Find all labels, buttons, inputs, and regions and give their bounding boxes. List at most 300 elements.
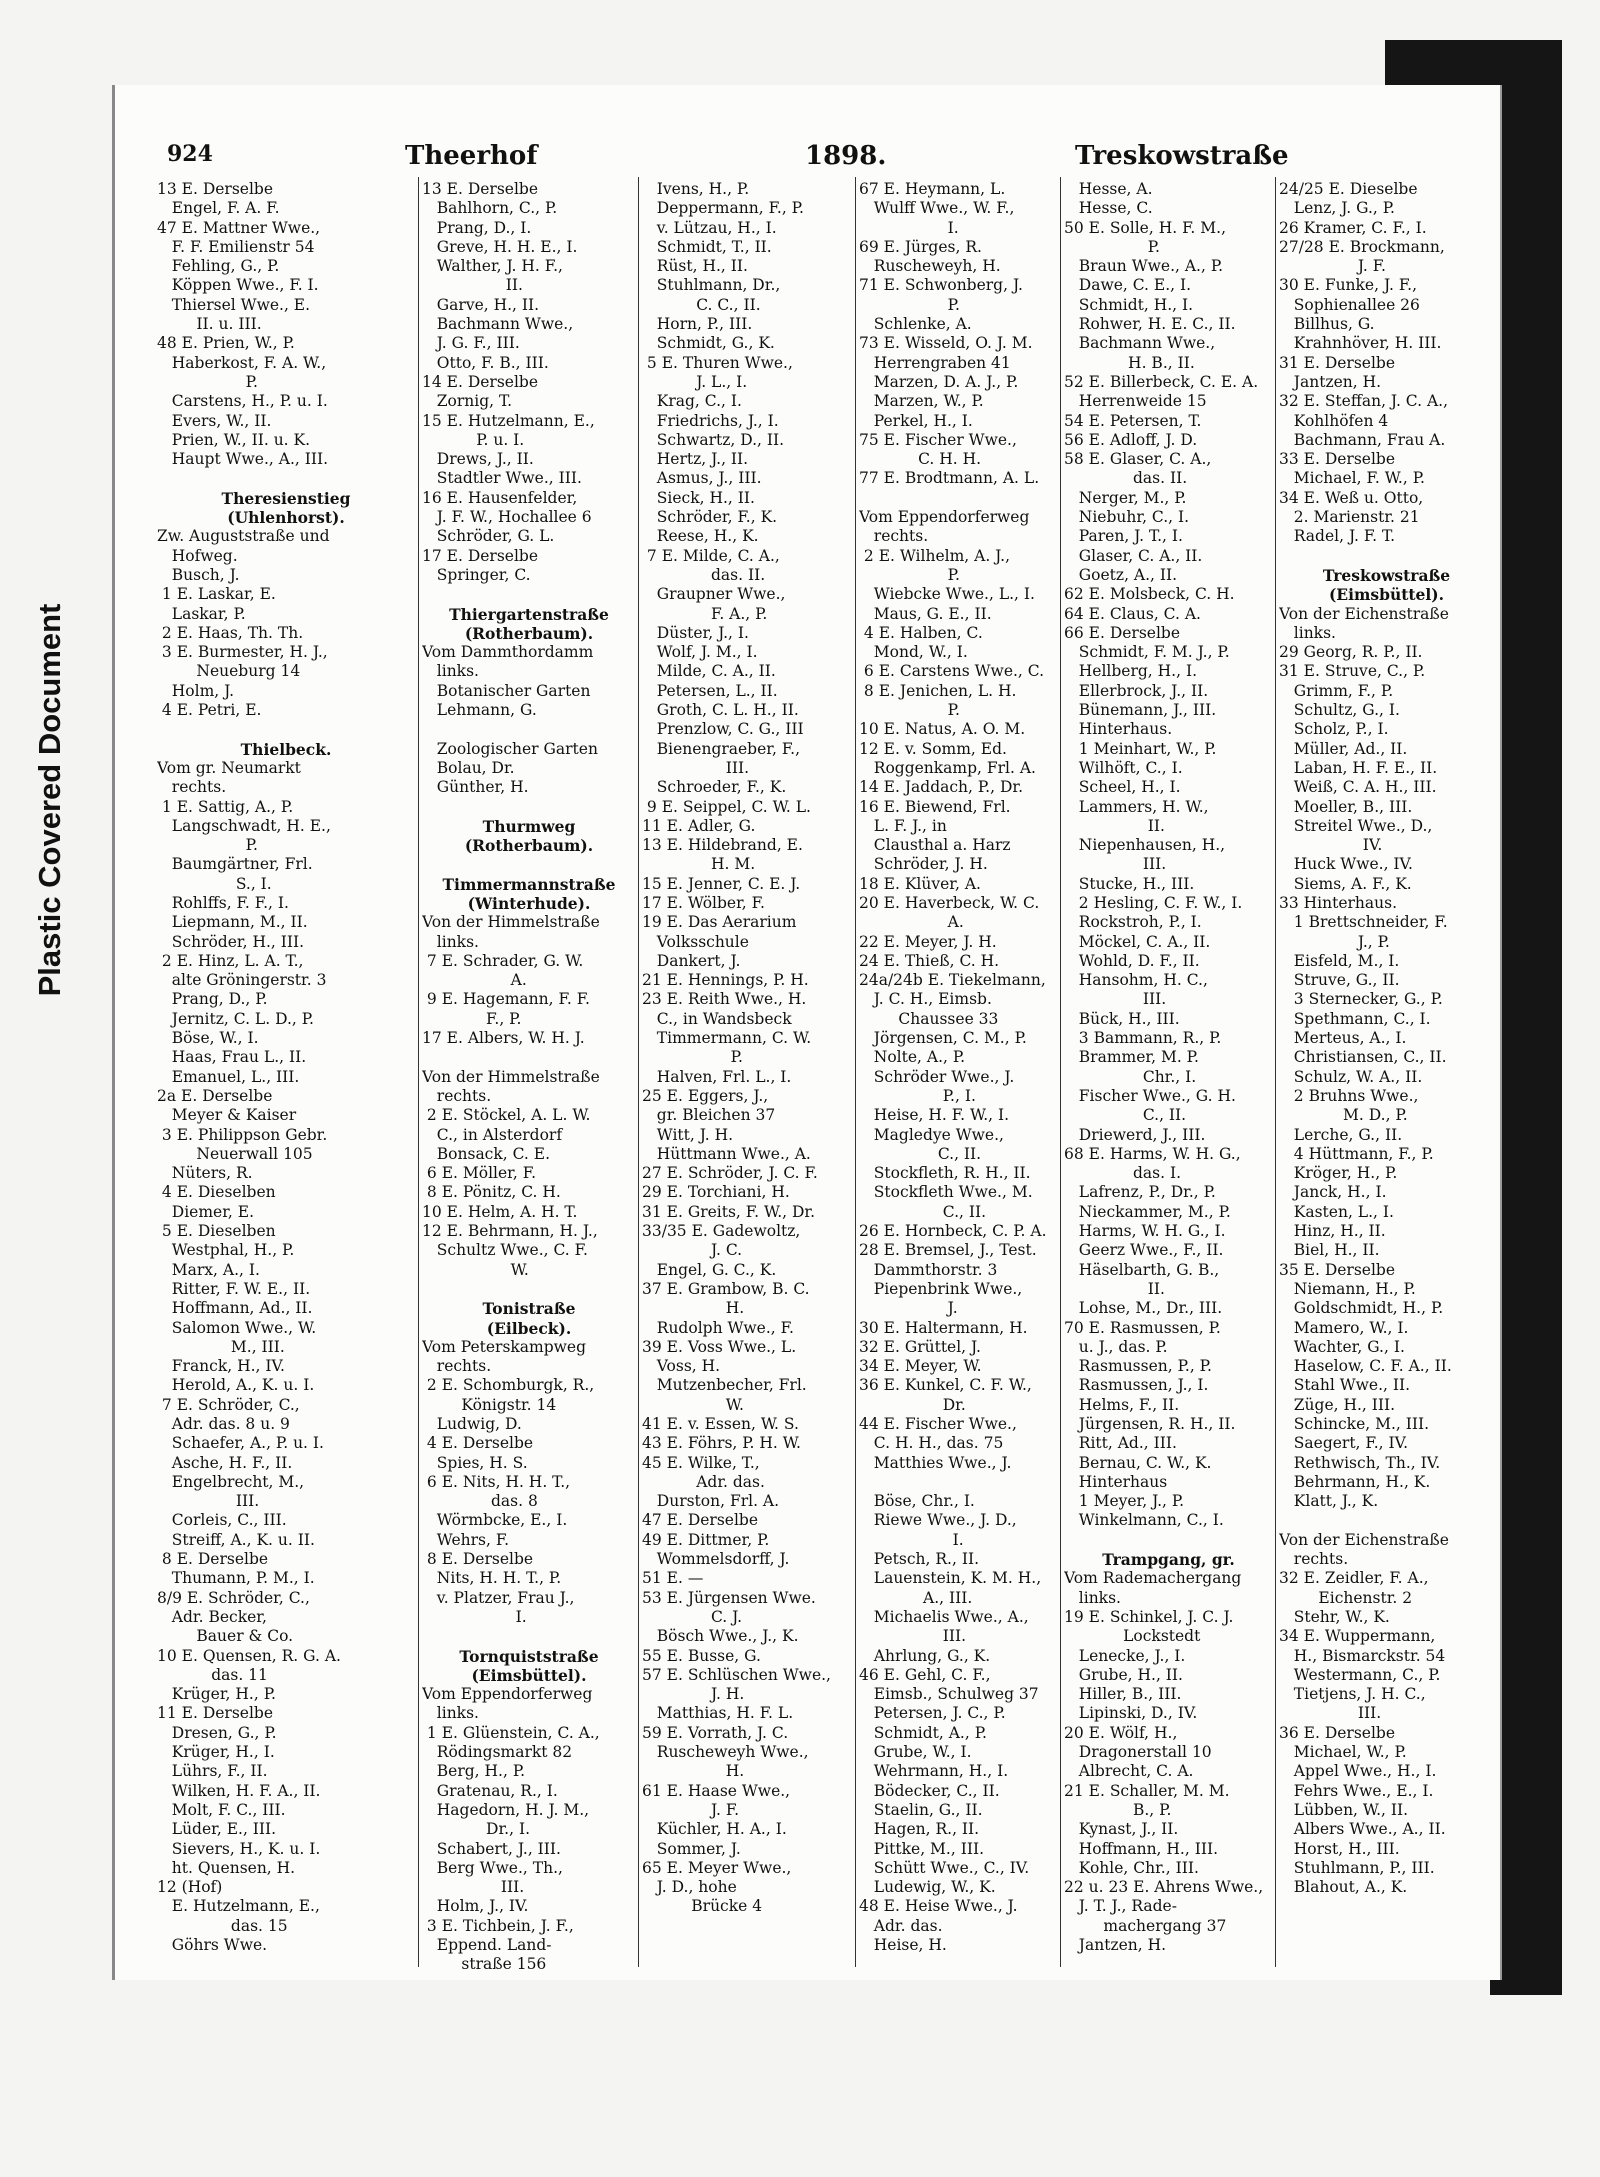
directory-entry: Ritt, Ad., III. bbox=[1064, 1434, 1177, 1453]
directory-entry: Mutzenbecher, Frl. bbox=[642, 1376, 807, 1395]
directory-entry: 7 E. Milde, C. A., bbox=[642, 546, 780, 565]
directory-entry: Krüger, H., P. bbox=[157, 1685, 276, 1704]
directory-entry: Sieck, H., II. bbox=[642, 488, 755, 507]
directory-entry: Böse, Chr., I. bbox=[859, 1492, 975, 1511]
directory-entry: Michael, W., P. bbox=[1279, 1743, 1407, 1762]
directory-entry bbox=[422, 1280, 636, 1299]
directory-entry: das. 15 bbox=[157, 1916, 288, 1935]
directory-entry: 53 E. Jürgensen Wwe. bbox=[642, 1588, 816, 1607]
directory-entry: Rasmussen, J., I. bbox=[1064, 1376, 1209, 1395]
directory-entry: Eichenstr. 2 bbox=[1279, 1588, 1413, 1607]
directory-entry: 34 E. Weß u. Otto, bbox=[1279, 488, 1424, 507]
directory-entry: Horn, P., III. bbox=[642, 315, 753, 334]
directory-entry: C., II. bbox=[1064, 1106, 1187, 1125]
directory-entry: 12 E. v. Somm, Ed. bbox=[859, 739, 1007, 758]
directory-entry: Glaser, C. A., II. bbox=[1064, 546, 1203, 565]
directory-entry: Wehrmann, H., I. bbox=[859, 1762, 1009, 1781]
directory-entry: Drews, J., II. bbox=[422, 450, 534, 469]
right-running-title: Treskowstraße bbox=[1075, 141, 1289, 171]
directory-entry: Lübben, W., II. bbox=[1279, 1800, 1409, 1819]
directory-entry: Greve, H. H. E., I. bbox=[422, 237, 578, 256]
directory-entry: Durston, Frl. A. bbox=[642, 1492, 780, 1511]
directory-entry: Piepenbrink Wwe., bbox=[859, 1279, 1023, 1298]
directory-entry: links. bbox=[422, 662, 479, 681]
directory-entry: Wilken, H. F. A., II. bbox=[157, 1781, 321, 1800]
directory-entry: 29 E. Torchiani, H. bbox=[642, 1183, 790, 1202]
directory-entry: Schröder, J. H. bbox=[859, 855, 988, 874]
directory-entry: F. A., P. bbox=[642, 604, 768, 623]
directory-entry: 6 E. Möller, F. bbox=[422, 1164, 537, 1183]
directory-entry: 31 E. Greits, F. W., Dr. bbox=[642, 1202, 816, 1221]
directory-entry: Bösch Wwe., J., K. bbox=[642, 1627, 799, 1646]
directory-entry: 14 E. Derselbe bbox=[422, 372, 539, 391]
directory-entry: Adr. das. 8 u. 9 bbox=[157, 1415, 290, 1433]
directory-entry: 45 E. Wilke, T., bbox=[642, 1453, 760, 1472]
directory-entry: das. I. bbox=[1064, 1164, 1181, 1183]
directory-entry: C. C., II. bbox=[642, 295, 761, 314]
directory-entry: Maus, G. E., II. bbox=[859, 604, 992, 623]
directory-entry: Baumgärtner, Frl. bbox=[157, 855, 313, 874]
directory-entry: Langschwadt, H. E., bbox=[157, 816, 331, 835]
directory-entry: 9 E. Seippel, C. W. L. bbox=[642, 797, 811, 816]
directory-entry: Garve, H., II. bbox=[422, 295, 540, 314]
directory-entry: III. bbox=[1064, 990, 1167, 1009]
directory-entry: Neuerwall 105 bbox=[157, 1144, 313, 1163]
directory-entry: 17 E. Derselbe bbox=[422, 546, 539, 565]
directory-entry: Eisfeld, M., I. bbox=[1279, 951, 1400, 970]
directory-entry: Prang, D., I. bbox=[422, 218, 532, 237]
directory-entry: 8 E. Pönitz, C. H. bbox=[422, 1183, 561, 1202]
directory-entry: I. bbox=[859, 218, 959, 237]
directory-entry: II. bbox=[1064, 816, 1165, 835]
directory-entry: P. u. I. bbox=[422, 430, 525, 449]
directory-entry: 48 E. Heise Wwe., J. bbox=[859, 1897, 1018, 1916]
directory-entry: 15 E. Hutzelmann, E., bbox=[422, 411, 595, 430]
directory-entry: 7 E. Schröder, C., bbox=[157, 1395, 300, 1414]
directory-entry: Paren, J. T., I. bbox=[1064, 527, 1183, 546]
directory-entry: Westermann, C., P. bbox=[1279, 1665, 1441, 1684]
directory-entry: Busch, J. bbox=[157, 565, 240, 584]
directory-entry: Radel, J. F. T. bbox=[1279, 527, 1396, 546]
directory-entry: Brücke 4 bbox=[642, 1897, 763, 1916]
directory-entry: 10 E. Helm, A. H. T. bbox=[422, 1202, 578, 1221]
directory-entry: Dammthorstr. 3 bbox=[859, 1260, 998, 1279]
directory-entry: Timmermann, C. W. bbox=[642, 1029, 812, 1048]
directory-entry: Schmidt, A., P. bbox=[859, 1723, 987, 1742]
directory-entry: Hesse, C. bbox=[1064, 199, 1153, 218]
directory-entry: Vom gr. Neumarkt bbox=[157, 758, 301, 777]
directory-entry: 46 E. Gehl, C. F., bbox=[859, 1665, 991, 1684]
directory-entry: Schincke, M., III. bbox=[1279, 1415, 1430, 1433]
directory-entry: E. Hutzelmann, E., bbox=[157, 1897, 320, 1916]
directory-entry: Meyer & Kaiser bbox=[157, 1106, 297, 1125]
directory-entry: J. T. J., Rade- bbox=[1064, 1897, 1177, 1916]
directory-entry: J. bbox=[859, 1299, 958, 1318]
street-heading: (Rotherbaum). bbox=[464, 836, 594, 856]
directory-entry: 3 Bammann, R., P. bbox=[1064, 1029, 1222, 1048]
directory-entry: Herold, A., K. u. I. bbox=[157, 1376, 315, 1395]
directory-entry: 12 (Hof) bbox=[157, 1878, 223, 1897]
directory-entry: Grimm, F., P. bbox=[1279, 681, 1394, 700]
directory-entry: Voss, H. bbox=[642, 1357, 721, 1376]
directory-entry: Schulz, W. A., II. bbox=[1279, 1067, 1423, 1086]
directory-entry: 8/9 E. Schröder, C., bbox=[157, 1588, 310, 1607]
directory-entry: 33/35 E. Gadewoltz, bbox=[642, 1222, 801, 1241]
directory-entry: rechts. bbox=[859, 527, 929, 546]
directory-entry: Milde, C. A., II. bbox=[642, 662, 776, 681]
directory-entry: Dresen, G., P. bbox=[157, 1723, 277, 1742]
directory-entry: Goetz, A., II. bbox=[1064, 565, 1178, 584]
directory-entry: 23 E. Reith Wwe., H. bbox=[642, 990, 807, 1009]
directory-entry: 16 E. Hausenfelder, bbox=[422, 488, 578, 507]
directory-entry: 14 E. Jaddach, P., Dr. bbox=[859, 778, 1024, 797]
directory-entry: Nits, H. H. T., P. bbox=[422, 1569, 562, 1588]
directory-entry: Lipinski, D., IV. bbox=[1064, 1704, 1198, 1723]
directory-entry: Stadtler Wwe., III. bbox=[422, 469, 582, 488]
directory-entry: 3 Sternecker, G., P. bbox=[1279, 990, 1443, 1009]
directory-entry: Springer, C. bbox=[422, 565, 531, 584]
directory-entry bbox=[422, 720, 636, 739]
directory-entry: 1 Meyer, J., P. bbox=[1064, 1492, 1185, 1511]
directory-entry: S., I. bbox=[157, 874, 272, 893]
directory-entry: Eppend. Land- bbox=[422, 1936, 552, 1955]
directory-entry: L. F. J., in bbox=[859, 816, 947, 835]
directory-entry: Stehr, W., K. bbox=[1279, 1607, 1390, 1626]
directory-entry: 21 E. Hennings, P. H. bbox=[642, 971, 809, 990]
directory-entry: Mamero, W., I. bbox=[1279, 1318, 1409, 1337]
plastic-covered-document-label: Plastic Covered Document bbox=[32, 603, 67, 997]
directory-entry: Laban, H. F. E., II. bbox=[1279, 758, 1438, 777]
directory-entry: 22 E. Meyer, J. H. bbox=[859, 932, 997, 951]
directory-entry: C. H. H. bbox=[859, 450, 982, 469]
directory-entry: 61 E. Haase Wwe., bbox=[642, 1781, 791, 1800]
directory-entry: Staelin, G., II. bbox=[859, 1800, 983, 1819]
directory-entry: 73 E. Wisseld, O. J. M. bbox=[859, 334, 1033, 353]
directory-entry: Zoologischer Garten bbox=[422, 739, 598, 758]
directory-entry: Von der Himmelstraße bbox=[422, 1067, 600, 1086]
directory-entry: 26 E. Hornbeck, C. P. A. bbox=[859, 1222, 1047, 1241]
directory-entry: Hiller, B., III. bbox=[1064, 1685, 1182, 1704]
directory-entry: Christiansen, C., II. bbox=[1279, 1048, 1447, 1067]
directory-entry: 1 E. Glüenstein, C. A., bbox=[422, 1723, 600, 1742]
directory-entry: III. bbox=[1279, 1704, 1382, 1723]
directory-entry: Adr. das. bbox=[859, 1916, 943, 1935]
directory-entry: Wachter, G., I. bbox=[1279, 1337, 1405, 1356]
directory-entry: das. 11 bbox=[157, 1665, 268, 1684]
directory-entry: Saegert, F., IV. bbox=[1279, 1434, 1409, 1453]
directory-entry: Clausthal a. Harz bbox=[859, 836, 1011, 855]
directory-entry: Roggenkamp, Frl. A. bbox=[859, 758, 1036, 777]
directory-entry: J. G. F., III. bbox=[422, 334, 520, 353]
directory-entry: Pittke, M., III. bbox=[859, 1839, 984, 1858]
directory-entry: Brammer, M. P. bbox=[1064, 1048, 1199, 1067]
directory-entry: Züge, H., III. bbox=[1279, 1395, 1396, 1414]
directory-entry: Bachmann, Frau A. bbox=[1279, 430, 1446, 449]
directory-entry: 56 E. Adloff, J. D. bbox=[1064, 430, 1198, 449]
directory-entry: 3 E. Philippson Gebr. bbox=[157, 1125, 328, 1144]
directory-entry: Von der Eichenstraße bbox=[1279, 604, 1449, 623]
directory-entry: II. bbox=[422, 276, 523, 295]
directory-entry: Dr., I. bbox=[422, 1820, 531, 1839]
directory-entry: 2 Bruhns Wwe., bbox=[1279, 1086, 1419, 1105]
directory-entry: P. bbox=[859, 701, 960, 720]
directory-entry: Lohse, M., Dr., III. bbox=[1064, 1299, 1223, 1318]
directory-entry: Lenecke, J., I. bbox=[1064, 1646, 1186, 1665]
directory-entry: Kasten, L., I. bbox=[1279, 1202, 1394, 1221]
directory-entry: Kohlhöfen 4 bbox=[1279, 411, 1389, 430]
directory-entry: I. bbox=[422, 1607, 527, 1626]
directory-entry: Walther, J. H. F., bbox=[422, 257, 563, 276]
directory-entry: Ivens, H., P. bbox=[642, 180, 750, 198]
directory-entry: 1 E. Laskar, E. bbox=[157, 585, 276, 604]
directory-entry: 2 E. Hinz, L. A. T., bbox=[157, 951, 304, 970]
directory-entry: Halven, Frl. L., I. bbox=[642, 1067, 792, 1086]
directory-entry: Matthies Wwe., J. bbox=[859, 1453, 1012, 1472]
directory-entry: Hesse, A. bbox=[1064, 180, 1153, 198]
directory-entry: Lockstedt bbox=[1064, 1627, 1201, 1646]
directory-entry: 27/28 E. Brockmann, bbox=[1279, 237, 1445, 256]
directory-entry: Perkel, H., I. bbox=[859, 411, 973, 430]
directory-entry: Fischer Wwe., G. H. bbox=[1064, 1086, 1236, 1105]
directory-entry: Scheel, H., I. bbox=[1064, 778, 1181, 797]
directory-entry: J. C. bbox=[642, 1241, 743, 1260]
directory-entry: Engel, G. C., K. bbox=[642, 1260, 777, 1279]
directory-entry: Chaussee 33 bbox=[859, 1009, 999, 1028]
directory-entry: Bachmann Wwe., bbox=[422, 315, 574, 334]
directory-entry: Hoffmann, H., III. bbox=[1064, 1839, 1218, 1858]
directory-entry: Holm, J., IV. bbox=[422, 1897, 529, 1916]
directory-entry: 2 E. Stöckel, A. L. W. bbox=[422, 1106, 591, 1125]
directory-entry: Jantzen, H. bbox=[1279, 372, 1382, 391]
directory-entry: Nüters, R. bbox=[157, 1164, 253, 1183]
directory-entry bbox=[157, 720, 415, 739]
directory-entry: 51 E. — bbox=[642, 1569, 704, 1588]
directory-entry bbox=[1279, 1511, 1494, 1530]
directory-entry: III. bbox=[157, 1492, 260, 1511]
directory-entry: 10 E. Quensen, R. G. A. bbox=[157, 1646, 341, 1665]
directory-entry: Bolau, Dr. bbox=[422, 758, 515, 777]
directory-entry bbox=[422, 855, 636, 874]
directory-entry: Harms, W. H. G., I. bbox=[1064, 1222, 1226, 1241]
directory-entry: W. bbox=[642, 1395, 744, 1414]
directory-entry: J. H. bbox=[642, 1685, 745, 1704]
directory-entry: Albrecht, C. A. bbox=[1064, 1762, 1194, 1781]
directory-entry: machergang 37 bbox=[1064, 1916, 1227, 1935]
directory-entry: 31 E. Struve, C., P. bbox=[1279, 662, 1426, 681]
directory-entry: Bachmann Wwe., bbox=[1064, 334, 1216, 353]
directory-entry: Dankert, J. bbox=[642, 951, 741, 970]
directory-entry: H. bbox=[642, 1762, 745, 1781]
directory-entry: Hagedorn, H. J. M., bbox=[422, 1800, 590, 1819]
directory-entry: 54 E. Petersen, T. bbox=[1064, 411, 1202, 430]
directory-entry: Heise, H. F. W., I. bbox=[859, 1106, 1010, 1125]
directory-entry: u. J., das. P. bbox=[1064, 1337, 1168, 1356]
directory-entry: Rudolph Wwe., F. bbox=[642, 1318, 794, 1337]
directory-entry: 2 E. Schomburgk, R., bbox=[422, 1376, 595, 1395]
directory-entry: 8 E. Derselbe bbox=[422, 1550, 534, 1569]
directory-entry: 37 E. Grambow, B. C. bbox=[642, 1279, 810, 1298]
directory-entry: 36 E. Derselbe bbox=[1279, 1723, 1396, 1742]
directory-entry: 50 E. Solle, H. F. M., bbox=[1064, 218, 1227, 237]
directory-entry: 24 E. Thieß, C. H. bbox=[859, 951, 1000, 970]
directory-entry: 71 E. Schwonberg, J. bbox=[859, 276, 1023, 295]
directory-entry: 6 E. Carstens Wwe., C. bbox=[859, 662, 1045, 681]
directory-entry: Molt, F. C., III. bbox=[157, 1800, 286, 1819]
directory-entry: Friedrichs, J., I. bbox=[642, 411, 779, 430]
directory-entry: Winkelmann, C., I. bbox=[1064, 1511, 1224, 1530]
directory-entry: Ellerbrock, J., II. bbox=[1064, 681, 1209, 700]
directory-entry: J. L., I. bbox=[642, 372, 748, 391]
street-heading: (Eimsbüttel). bbox=[1328, 585, 1445, 605]
directory-entry: Helms, F., II. bbox=[1064, 1395, 1180, 1414]
directory-entry: 33 E. Derselbe bbox=[1279, 450, 1396, 469]
directory-entry: Königstr. 14 bbox=[422, 1395, 557, 1414]
directory-entry: Von der Himmelstraße bbox=[422, 913, 600, 932]
directory-entry: Asmus, J., III. bbox=[642, 469, 762, 488]
directory-entry: Riewe Wwe., J. D., bbox=[859, 1511, 1017, 1530]
directory-entry: Thiersel Wwe., E. bbox=[157, 295, 311, 314]
directory-entry: Hüttmann Wwe., A. bbox=[642, 1144, 811, 1163]
directory-entry: Nieckammer, M., P. bbox=[1064, 1202, 1231, 1221]
column-rule bbox=[638, 177, 639, 1967]
directory-entry: Schmidt, H., I. bbox=[1064, 295, 1194, 314]
street-heading: Thiergartenstraße bbox=[449, 604, 609, 624]
directory-entry: P. bbox=[859, 565, 960, 584]
directory-entry: Schröder Wwe., J. bbox=[859, 1067, 1015, 1086]
directory-entry: Corleis, C., III. bbox=[157, 1511, 287, 1530]
directory-entry: Köppen Wwe., F. I. bbox=[157, 276, 319, 295]
directory-entry: Nolte, A., P. bbox=[859, 1048, 966, 1067]
directory-entry: Fehrs Wwe., E., I. bbox=[1279, 1781, 1434, 1800]
directory-entry: 22 u. 23 E. Ahrens Wwe., bbox=[1064, 1878, 1264, 1897]
directory-entry: Gratenau, R., I. bbox=[422, 1781, 558, 1800]
directory-entry: 34 E. Wuppermann, bbox=[1279, 1627, 1436, 1646]
directory-entry: 34 E. Meyer, W. bbox=[859, 1357, 982, 1376]
directory-entry: Dragonerstall 10 bbox=[1064, 1743, 1212, 1762]
directory-entry: Hinz, H., II. bbox=[1279, 1222, 1386, 1241]
directory-entry: Häselbarth, G. B., bbox=[1064, 1260, 1220, 1279]
directory-entry: C. J. bbox=[642, 1607, 743, 1626]
directory-entry: Rockstroh, P., I. bbox=[1064, 913, 1202, 932]
directory-entry: Adr. das. bbox=[642, 1472, 765, 1491]
directory-entry: II. bbox=[1064, 1279, 1165, 1298]
directory-entry: Emanuel, L., III. bbox=[157, 1067, 300, 1086]
directory-entry: 43 E. Föhrs, P. H. W. bbox=[642, 1434, 801, 1453]
directory-entry: Biel, H., II. bbox=[1279, 1241, 1380, 1260]
directory-entry: Merteus, A., I. bbox=[1279, 1029, 1407, 1048]
directory-entry: Geerz Wwe., F., II. bbox=[1064, 1241, 1224, 1260]
directory-entry: 32 E. Steffan, J. C. A., bbox=[1279, 392, 1449, 411]
street-heading: Trampgang, gr. bbox=[1102, 1550, 1235, 1570]
directory-entry: Adr. Becker, bbox=[157, 1607, 267, 1626]
directory-entry: Vom Rademachergang bbox=[1064, 1569, 1242, 1588]
directory-entry: 13 E. Derselbe bbox=[157, 180, 274, 198]
directory-entry: Stahl Wwe., II. bbox=[1279, 1376, 1411, 1395]
directory-entry: Goldschmidt, H., P. bbox=[1279, 1299, 1444, 1318]
directory-entry: Weiß, C. A. H., III. bbox=[1279, 778, 1437, 797]
directory-entry: 20 E. Wölf, H., bbox=[1064, 1723, 1178, 1742]
directory-entry: Jantzen, H. bbox=[1064, 1936, 1167, 1955]
directory-entry: Rohwer, H. E. C., II. bbox=[1064, 315, 1236, 334]
directory-column-2 bbox=[422, 180, 636, 1970]
directory-entry: Lammers, H. W., bbox=[1064, 797, 1209, 816]
directory-entry: IV. bbox=[1279, 836, 1383, 855]
directory-entry: Siems, A. F., K. bbox=[1279, 874, 1412, 893]
directory-entry: 57 E. Schlüschen Wwe., bbox=[642, 1665, 831, 1684]
directory-entry: 19 E. Schinkel, J. C. J. bbox=[1064, 1607, 1234, 1626]
directory-entry: Schabert, J., III. bbox=[422, 1839, 561, 1858]
street-heading: (Eimsbüttel). bbox=[471, 1665, 587, 1685]
directory-entry: 12 E. Behrmann, H. J., bbox=[422, 1222, 598, 1241]
directory-entry: P. bbox=[859, 295, 960, 314]
directory-entry: 68 E. Harms, W. H. G., bbox=[1064, 1144, 1241, 1163]
directory-entry: 30 E. Haltermann, H. bbox=[859, 1318, 1028, 1337]
directory-entry: J., P. bbox=[1279, 932, 1390, 951]
directory-entry: rechts. bbox=[422, 1357, 492, 1376]
directory-entry: 47 E. Derselbe bbox=[642, 1511, 759, 1530]
directory-entry: J. F. W., Hochallee 6 bbox=[422, 508, 592, 527]
directory-entry bbox=[859, 489, 1058, 508]
directory-entry: Engelbrecht, M., bbox=[157, 1472, 305, 1491]
directory-entry: Hinterhaus. bbox=[1064, 720, 1173, 739]
street-heading: Theresienstieg bbox=[221, 488, 351, 508]
directory-entry: alte Gröningerstr. 3 bbox=[157, 971, 327, 990]
directory-entry: 3 E. Tichbein, J. F., bbox=[422, 1916, 574, 1935]
directory-entry: Sievers, H., K. u. I. bbox=[157, 1839, 321, 1858]
directory-entry: Zornig, T. bbox=[422, 392, 512, 411]
directory-entry: 62 E. Molsbeck, C. H. bbox=[1064, 585, 1235, 604]
directory-entry: 65 E. Meyer Wwe., bbox=[642, 1858, 792, 1877]
directory-entry: Berg Wwe., Th., bbox=[422, 1858, 563, 1877]
directory-entry: 69 E. Jürges, R. bbox=[859, 237, 982, 256]
directory-entry: 8 E. Derselbe bbox=[157, 1550, 269, 1569]
directory-entry: Prang, D., P. bbox=[157, 990, 268, 1009]
directory-entry: 75 E. Fischer Wwe., bbox=[859, 430, 1017, 449]
directory-entry bbox=[1064, 1531, 1273, 1550]
directory-entry: A. bbox=[422, 971, 527, 990]
directory-entry: C., II. bbox=[859, 1202, 987, 1221]
directory-entry: Dr. bbox=[859, 1395, 966, 1414]
directory-entry: Liepmann, M., II. bbox=[157, 913, 308, 932]
directory-entry: Bück, H., III. bbox=[1064, 1009, 1180, 1028]
directory-entry: F., P. bbox=[422, 1009, 522, 1028]
directory-entry: Wörmbcke, E., I. bbox=[422, 1511, 568, 1530]
directory-entry: Niebuhr, C., I. bbox=[1064, 508, 1190, 527]
directory-entry: 4 E. Petri, E. bbox=[157, 701, 262, 720]
directory-entry: Braun Wwe., A., P. bbox=[1064, 257, 1224, 276]
directory-entry: M., III. bbox=[157, 1337, 285, 1356]
directory-entry: Haselow, C. F. A., II. bbox=[1279, 1357, 1452, 1376]
directory-entry: Stucke, H., III. bbox=[1064, 874, 1195, 893]
directory-entry: Schmidt, G., K. bbox=[642, 334, 775, 353]
directory-entry: 29 Georg, R. P., II. bbox=[1279, 643, 1423, 662]
directory-entry: H. B., II. bbox=[1064, 353, 1195, 372]
directory-entry: Engel, F. A. F. bbox=[157, 199, 280, 218]
directory-entry: Rohlffs, F. F., I. bbox=[157, 893, 289, 912]
directory-entry: 17 E. Wölber, F. bbox=[642, 893, 765, 912]
directory-entry: 44 E. Fischer Wwe., bbox=[859, 1415, 1017, 1433]
directory-entry: 21 E. Schaller, M. M. bbox=[1064, 1781, 1230, 1800]
directory-entry: 4 E. Dieselben bbox=[157, 1183, 276, 1202]
directory-entry: Magledye Wwe., bbox=[859, 1125, 1004, 1144]
directory-entry: Hinterhaus bbox=[1064, 1472, 1168, 1491]
street-heading: Thurmweg bbox=[482, 816, 576, 836]
directory-entry: Schlenke, A. bbox=[859, 315, 972, 334]
directory-entry: Rüst, H., II. bbox=[642, 257, 748, 276]
directory-entry: H. bbox=[642, 1299, 745, 1318]
directory-entry: 64 E. Claus, C. A. bbox=[1064, 604, 1201, 623]
directory-entry: Volksschule bbox=[642, 932, 749, 951]
